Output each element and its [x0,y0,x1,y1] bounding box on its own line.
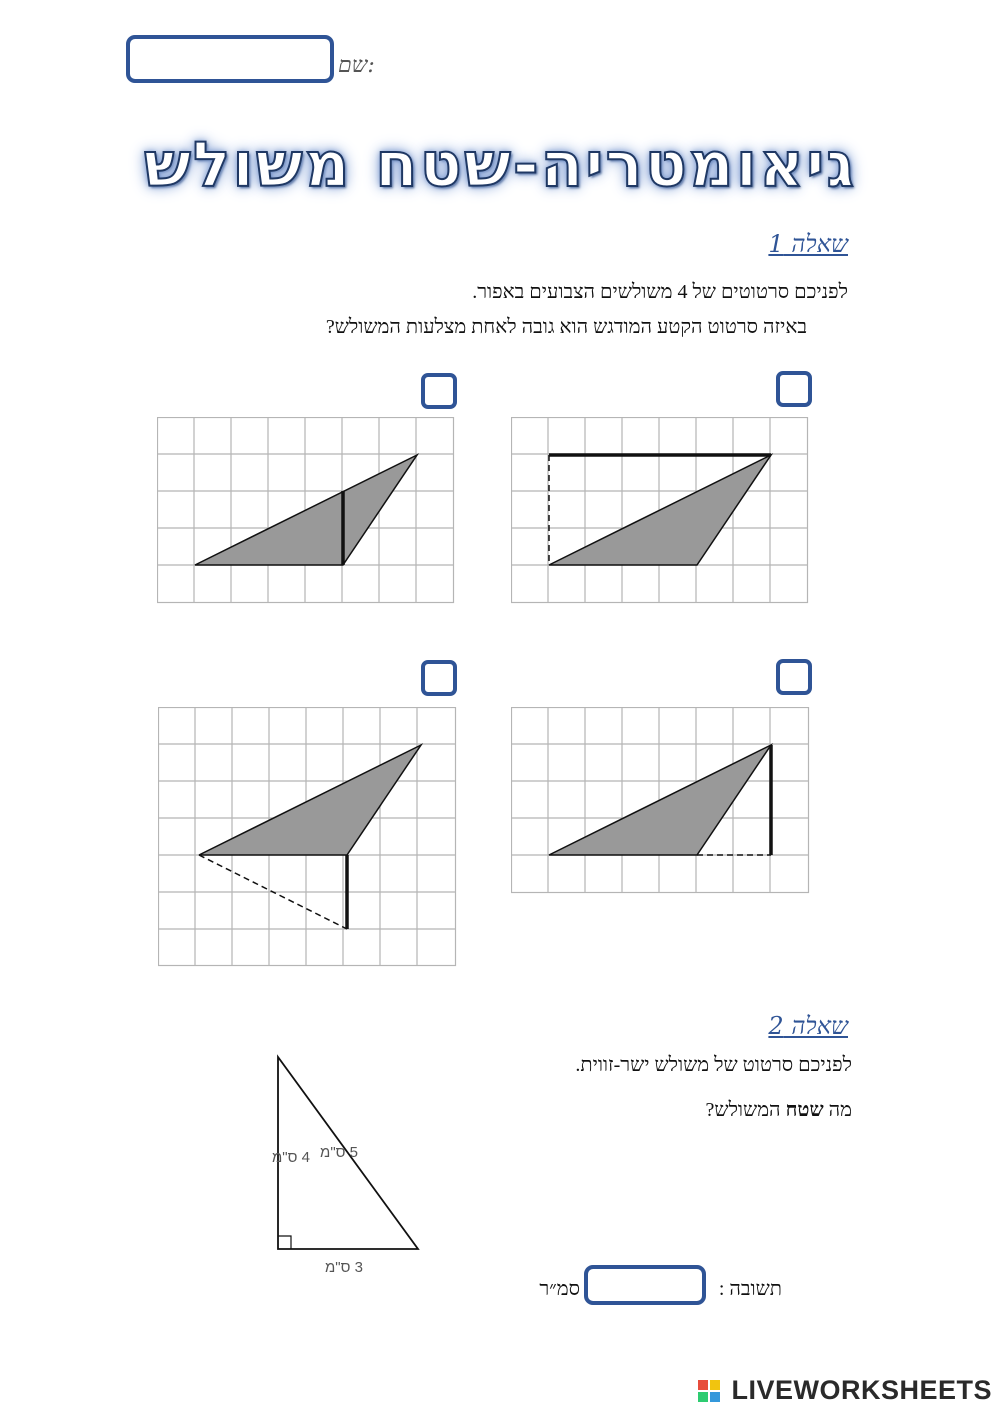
label-hypotenuse: 5 ס"מ [320,1144,358,1161]
triangle-diagram-a [157,417,455,605]
checkbox-top-right[interactable] [776,371,812,407]
gray-triangle [549,745,771,855]
right-angle-mark [278,1236,291,1249]
triangle-diagram-d [511,707,811,895]
gray-triangle [549,455,771,565]
question-1-line-1: לפניכם סרטוטים של 4 משולשים הצבועים באפור. [472,281,848,303]
answer-input[interactable] [584,1265,706,1305]
question-1-heading: שאלה 1 [768,230,848,258]
liveworksheets-logo-icon [698,1380,720,1402]
label-left-side: 4 ס"מ [272,1149,310,1166]
triangle-diagram-c [158,707,458,967]
gray-triangle [195,455,417,565]
question-2-heading: שאלה 2 [768,1012,848,1040]
question-1-line-2: באיזה סרטוט הקטע המודגש הוא גובה לאחת מצלעות המשולש? [325,316,807,338]
page-title: גיאומטריה-שטח משולש [143,128,857,201]
checkbox-bottom-left[interactable] [421,660,457,696]
bold-word-area: שטח [785,1099,824,1121]
right-triangle-diagram [215,1050,430,1280]
question-2-line-2: מה שטח המשולש? [705,1099,852,1121]
liveworksheets-brand: LIVEWORKSHEETS [731,1375,992,1405]
answer-unit: סמ״ר [539,1278,580,1300]
name-input[interactable] [126,35,334,83]
triangle-diagram-b [511,417,809,605]
name-label: שם: [338,53,375,78]
checkbox-top-left[interactable] [421,373,457,409]
question-2-line-1: לפניכם סרטוט של משולש ישר-זווית. [575,1054,852,1076]
checkbox-bottom-right[interactable] [776,659,812,695]
answer-label: תשובה : [718,1278,782,1300]
label-bottom-side: 3 ס"מ [325,1259,363,1276]
